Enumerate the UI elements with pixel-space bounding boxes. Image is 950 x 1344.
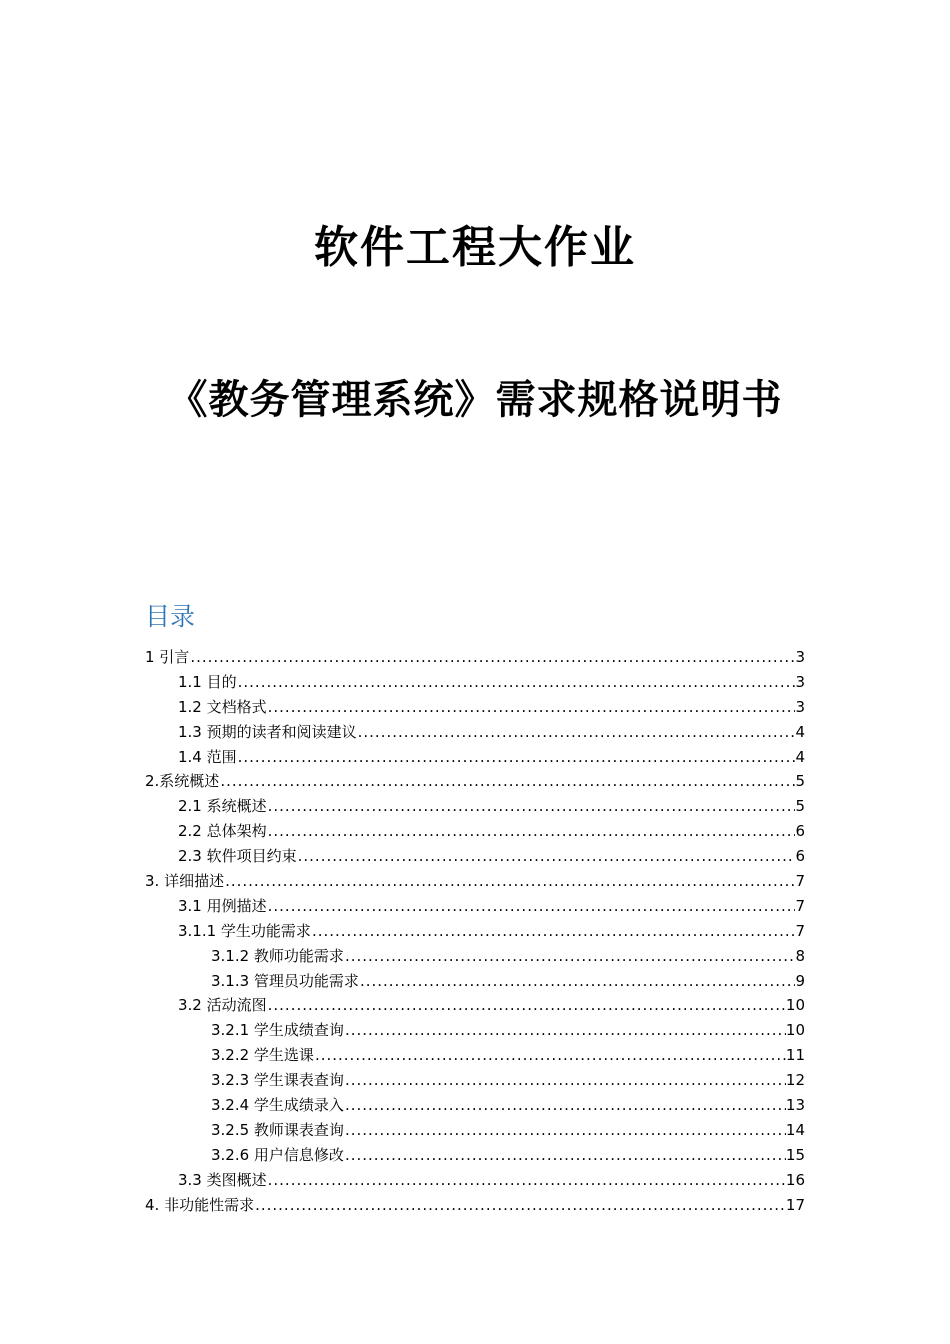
toc-entry-page-number: 6 xyxy=(795,822,805,841)
toc-dot-leader xyxy=(267,819,796,844)
toc-dot-leader xyxy=(219,769,795,794)
toc-entry-page-number: 15 xyxy=(785,1145,805,1164)
toc-dot-leader xyxy=(344,1143,786,1168)
toc-entry-page-number: 3 xyxy=(795,672,805,691)
toc-entry-page-number: 7 xyxy=(795,872,805,891)
toc-entry-label: 3. 详细描述 xyxy=(145,872,225,891)
toc-entry-page-number: 11 xyxy=(785,1046,805,1065)
toc-entry-label: 2.1 系统概述 xyxy=(178,797,267,816)
toc-dot-leader xyxy=(189,645,795,670)
toc-dot-leader xyxy=(267,695,796,720)
toc-dot-leader xyxy=(344,1093,786,1118)
toc-entry-page-number: 17 xyxy=(785,1195,805,1214)
toc-entry-page-number: 10 xyxy=(785,1021,805,1040)
toc-entry[interactable] xyxy=(145,670,805,695)
table-of-contents xyxy=(145,645,805,1217)
toc-entry-label: 1.2 文档格式 xyxy=(178,697,267,716)
toc-entry-label: 2.2 总体架构 xyxy=(178,822,267,841)
toc-dot-leader xyxy=(359,969,796,994)
toc-entry[interactable] xyxy=(145,894,805,919)
toc-entry[interactable] xyxy=(145,844,805,869)
toc-dot-leader xyxy=(267,894,796,919)
toc-entry[interactable] xyxy=(145,993,805,1018)
toc-entry-label: 3.2.1 学生成绩查询 xyxy=(211,1021,344,1040)
toc-dot-leader xyxy=(344,1118,786,1143)
toc-entry-label: 3.2.3 学生课表查询 xyxy=(211,1071,344,1090)
toc-entry[interactable] xyxy=(145,1168,805,1193)
toc-entry-label: 3.1.1 学生功能需求 xyxy=(178,921,311,940)
toc-entry-label: 3.2.5 教师课表查询 xyxy=(211,1120,344,1139)
toc-entry-label: 3.1 用例描述 xyxy=(178,896,267,915)
toc-entry-label: 3.2 活动流图 xyxy=(178,996,267,1015)
toc-dot-leader xyxy=(237,670,796,695)
toc-entry[interactable] xyxy=(145,1043,805,1068)
toc-dot-leader xyxy=(344,1018,786,1043)
toc-entry[interactable] xyxy=(145,1018,805,1043)
toc-entry-page-number: 12 xyxy=(785,1071,805,1090)
toc-entry[interactable] xyxy=(145,794,805,819)
toc-entry-page-number: 10 xyxy=(785,996,805,1015)
toc-entry[interactable] xyxy=(145,944,805,969)
toc-entry-label: 3.2.6 用户信息修改 xyxy=(211,1145,344,1164)
document-subtitle: 《教务管理系统》需求规格说明书 xyxy=(167,377,783,423)
toc-entry-page-number: 3 xyxy=(795,697,805,716)
toc-entry-page-number: 9 xyxy=(795,971,805,990)
toc-entry-label: 1.4 范围 xyxy=(178,747,237,766)
toc-entry-label: 1.3 预期的读者和阅读建议 xyxy=(178,722,357,741)
toc-entry-label: 2.3 软件项目约束 xyxy=(178,847,297,866)
toc-dot-leader xyxy=(267,794,796,819)
toc-entry-page-number: 14 xyxy=(785,1120,805,1139)
toc-dot-leader xyxy=(297,844,796,869)
toc-entry[interactable] xyxy=(145,1118,805,1143)
toc-entry-page-number: 3 xyxy=(795,648,805,666)
toc-entry[interactable] xyxy=(145,769,805,794)
toc-dot-leader xyxy=(267,1168,786,1193)
toc-entry-page-number: 5 xyxy=(795,797,805,816)
toc-entry[interactable] xyxy=(145,969,805,994)
toc-entry-page-number: 4 xyxy=(795,722,805,741)
toc-heading: 目录 xyxy=(145,602,196,631)
toc-dot-leader xyxy=(267,993,786,1018)
toc-dot-leader xyxy=(311,919,796,944)
toc-entry-label: 3.3 类图概述 xyxy=(178,1170,267,1189)
toc-entry-label: 1 引言 xyxy=(145,648,190,666)
toc-entry-label: 2.系统概述 xyxy=(145,772,220,791)
toc-entry-page-number: 5 xyxy=(795,772,805,791)
toc-entry[interactable] xyxy=(145,919,805,944)
toc-entry-label: 1.1 目的 xyxy=(178,672,237,691)
toc-dot-leader xyxy=(344,944,796,969)
toc-entry-page-number: 7 xyxy=(795,896,805,915)
toc-dot-leader xyxy=(224,869,795,894)
toc-entry-page-number: 4 xyxy=(795,747,805,766)
toc-entry[interactable] xyxy=(145,869,805,894)
toc-entry-label: 3.2.4 学生成绩录入 xyxy=(211,1096,344,1115)
toc-entry-label: 3.1.2 教师功能需求 xyxy=(211,946,344,965)
toc-dot-leader xyxy=(357,720,796,745)
toc-entry[interactable] xyxy=(145,695,805,720)
toc-entry[interactable] xyxy=(145,745,805,770)
toc-entry-page-number: 13 xyxy=(785,1096,805,1115)
document-title: 软件工程大作业 xyxy=(314,222,636,273)
toc-entry-label: 3.2.2 学生选课 xyxy=(211,1046,314,1065)
toc-entry[interactable] xyxy=(145,1143,805,1168)
toc-entry[interactable] xyxy=(145,819,805,844)
toc-entry-page-number: 16 xyxy=(785,1170,805,1189)
toc-entry-label: 4. 非功能性需求 xyxy=(145,1195,255,1214)
toc-entry-page-number: 8 xyxy=(795,946,805,965)
toc-entry[interactable] xyxy=(145,720,805,745)
toc-dot-leader xyxy=(344,1068,786,1093)
toc-entry-page-number: 7 xyxy=(795,921,805,940)
toc-entry[interactable] xyxy=(145,1193,805,1218)
toc-entry-label: 3.1.3 管理员功能需求 xyxy=(211,971,359,990)
toc-dot-leader xyxy=(254,1193,786,1218)
toc-entry-page-number: 6 xyxy=(795,847,805,866)
toc-dot-leader xyxy=(314,1043,786,1068)
toc-entry[interactable] xyxy=(145,1093,805,1118)
toc-dot-leader xyxy=(237,745,796,770)
toc-entry[interactable] xyxy=(145,645,805,670)
toc-entry[interactable] xyxy=(145,1068,805,1093)
